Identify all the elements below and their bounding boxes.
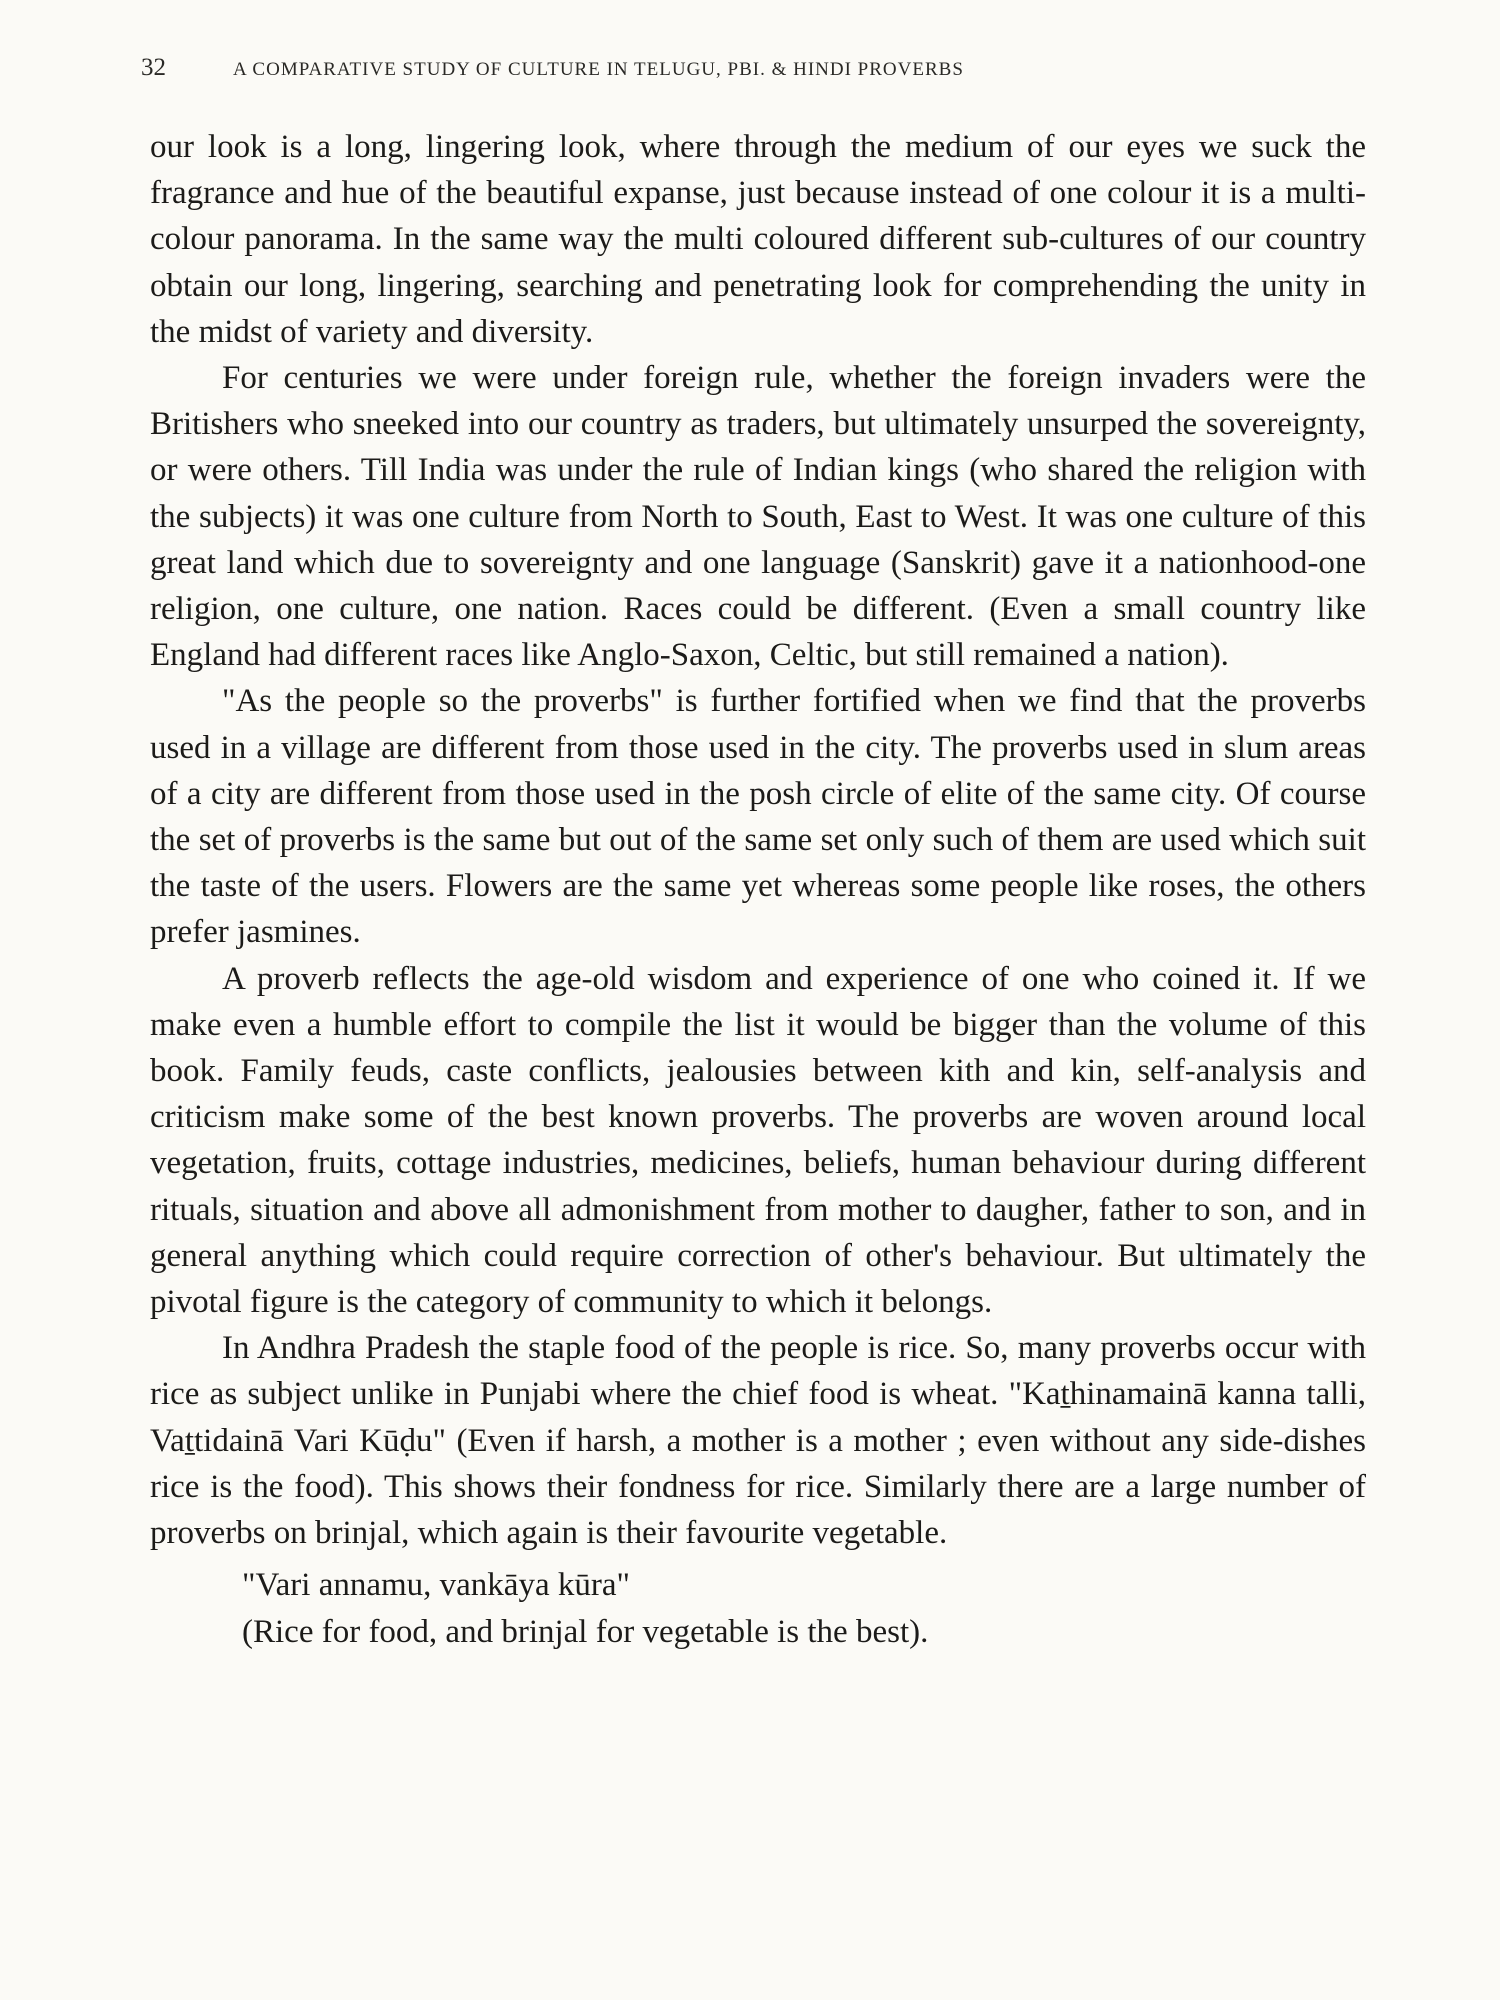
- paragraph-continuation: our look is a long, lingering look, where through the medium of our eyes we suck the fragrance and hue of the beautiful expanse, just because instead of one colour it is a multi-colour panorama. In the same way the multi coloured different sub-cultures of our country obtain our long, lingering, searching and penetrating look for comprehending the unity in the midst of variety and diversity.: [150, 129, 1366, 350]
- running-title: A COMPARATIVE STUDY OF CULTURE IN TELUGU, PBI. & HINDI PROVERBS: [233, 59, 964, 80]
- page-number: 32: [141, 54, 166, 81]
- paragraph-foreign-rule: For centuries we were under foreign rule, whether the foreign invaders were the Britishers who sneeked into our country as traders, but ultimately unsurped the sovereignty, or were others. Till India was under the rule of Indian kings (who shared the religion with the subjects) it was one culture from North to South, East to West. It was one culture of this great land which due to sovereignty and one language (Sanskrit) gave it a nationhood-one religion, one culture, one nation. Races could be different. (Even a small country like England had different races like Anglo-Saxon, Celtic, but still remained a nation).: [150, 360, 1366, 674]
- proverb-translation: (Rice for food, and brinjal for vegetable is the best).: [242, 1613, 929, 1650]
- paragraph-people-and-proverbs: "As the people so the proverbs" is further fortified when we find that the proverbs used in a village are different from those used in the city. The proverbs used in slum areas of a city are different from those used in the posh circle of elite of the same city. Of course the set of proverbs is the same but out of the same set only such of them are used which suit the taste of the users. Flowers are the same yet whereas some people like roses, the others prefer jasmines.: [150, 683, 1366, 951]
- proverb-quote: "Vari annamu, vankāya kūra": [242, 1567, 630, 1604]
- paragraph-andhra-rice: In Andhra Pradesh the staple food of the people is rice. So, many proverbs occur with rice as subject unlike in Punjabi where the chief food is wheat. "Kaṯhinamainā kanna talli, Vaṯtidainā Vari Kūḍu" (Even if harsh, a mother is a mother ; even without any side-dishes rice is the food). This shows their fondness for rice. Similarly there are a large number of proverbs on brinjal, which again is their favourite vegetable.: [150, 1330, 1366, 1552]
- body-text: [150, 124, 1366, 1655]
- paragraph-age-old-wisdom: A proverb reflects the age-old wisdom and experience of one who coined it. If we make even a humble effort to compile the list it would be bigger than the volume of this book. Family feuds, caste conflicts, jealousies between kith and kin, self-analysis and criticism make some of the best known proverbs. The proverbs are woven around local vegetation, fruits, cottage industries, medicines, beliefs, human behaviour during different rituals, situation and above all admonishment from mother to daugher, father to son, and in general anything which could require correction of other's behaviour. But ultimately the pivotal figure is the category of community to which it belongs.: [150, 960, 1366, 1321]
- running-head: [141, 54, 1301, 94]
